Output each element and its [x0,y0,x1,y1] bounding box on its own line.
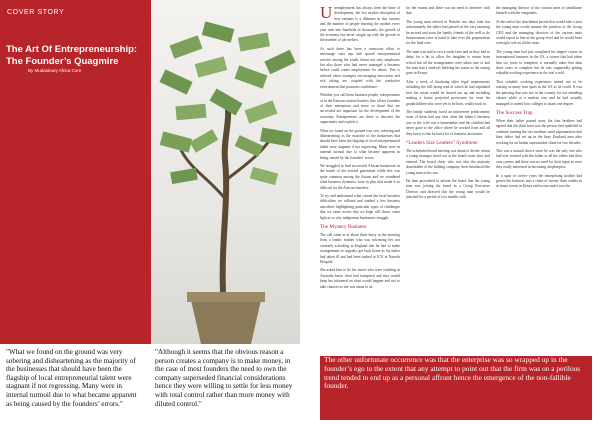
article-column-2 [406,6,490,352]
section-heading: The Mystery Business [320,224,367,231]
paragraph: The call came in at about three thirty in the morning from a frantic mother who was informing her son currently schooling in England that he had to make arrangements to urgently get back home as his father had taken ill and had been rushed to ICU at Nairobi Hospital. [320,233,400,265]
paragraph: He then proceeded to inform the board that the young man was joining the board as a Group Executive Director and directed that the young man would be attached for a period of two months with [406,178,490,200]
pull-quote-right: "Although it seems that the obvious reason a person creates a company is to make money, in the case of most founders the need to own the company superseded financial considerations hence they were willing to settle for less money with total control rather than more money with diluted control." [155,348,293,408]
hero-photo [151,0,300,344]
paragraph: The young man had just completed his degree course in international business in the US, a course that had taken him six years to complete, it normally takes less than three years to complete but he was supposedly getting valuable working experience in the real world. [496,49,582,76]
paragraph: At the end of the attachment period that would take a year the young man would assume the position of the Group CEO and the managing directors of the various units would report to him at the group level and he would have oversight role on all the units. [496,19,582,46]
paragraph: for her exams and there was no need to interfere with that. [406,6,490,16]
title-line-1: The Art Of Entrepreneurship: [6,44,138,55]
paragraph: That valuable working experience turned out to be waiting as many host spots in the US as he could. It was the partying that was not in the country for out attending classes while at a student visa and he had actually managed to attend four colleges to attain one degree. [496,79,582,106]
paragraph: the managing director of the various units to familiarize himself with the companies. [496,6,582,16]
paragraph: What we found on the ground was very sobering and disheartening as the majority of the businesses that should have been the flagship of local entrepreneurial talent were stagnant if not regressing. Many were in internal turmoil due to what became apparent as being caused by the founders’ errors. [320,128,400,160]
paragraph: After a week of finalizing other legal requirements including the will being read in which he had stipulated how his estate would be shared out up and including making a future projected provisions for even his grandchildren who were yet to be born, reality took in. [406,79,490,106]
paragraph: She asked him to let his sisters who were studying in Australia know what had transpired and they would keep her informed on what would happen and not to take chances as she was about to sit [320,268,400,289]
pot-shape [191,300,261,344]
highlight-quote-box: The other unfortunate occurrence was that the enterprise was so wrapped up in the founder’s ego to the extent that any attempt to point out that the firm was on a perilous trend tended to end up as a personal affront hence the emergence of the non-fallible founder. [320,356,592,420]
paragraph: As such there has been a conscious effort to encourage start ups and spread entrepreneurial activity among the youth, hence not only employers but also those who had never managed a business before could create employment for others. This is advised when strategies encouraging innovation and risk taking are coupled with the conducive environment that promotes confidence. [320,46,400,89]
article-column-3 [496,6,582,352]
byline: By Mudasiruuy Africa Core [28,68,82,73]
hero-panel [0,0,151,344]
money-tree-illustration [151,0,300,344]
pot-rim [187,292,265,302]
paragraph: We struggled to find successful African businesses in the hands of the second generation while this was quite common among the Asians and we wondered what business dynamics were in play that made it so difficult for the African founders. [320,163,400,190]
section-heading: “Leaders Size Leaders” Syndrome [406,139,478,146]
paragraph: nemployment has always been the bane of development, the low market absorption of new entrants is a dilemma in this country and the number of people entering the market every year runs into hundreds of thousands; the growth of the economy has never caught up with the growth in the number of job seekers. [320,6,400,43]
paragraph: When their father passed away the four brothers had agreed that the third born was the person best qualified to continue running the two medium sized supermarkets that their father had set up in the busy Eastland area after working for an Indian supermarket chain for two decades. [496,118,582,145]
paragraph: This was a natural choice since he was the only one who had ever worked with the father as all the others had their own careers and there was no need for their input as were they really interested in becoming shopkeepers. [496,148,582,170]
paragraph: Whether you call them business people, entrepreneurs or in the Kenyan context hustlers they all are founders of their enterprises and more so those that are successful are important for the development of the economy. Entrepreneurs are there to discover the opportunity and exploit it. [320,93,400,125]
paragraph: The scheduled board meeting was about to decide whom a young manager hired out at the board room door and entered. The board chair, who was also the majority shareholder of the holding company, then introduced the young man as his son. [406,148,490,175]
title-line-2: The Founder’s Quagmire [6,56,119,67]
article-title [6,44,146,68]
pull-quote-left: "What we found on the ground was very sobering and disheartening as the majority of the businesses that should have been the flagship of local entrepreneurial talent were stagnant if not regressing. Many were in internal turmoil due to what became apparent as being caused by the founders’ errors." [6,348,137,408]
paragraph: The young man arrived in Nairobi two days later but unfortunately the father had passed on the very morning he arrived and soon the family friends of the well to do businessman were at hand to take over the preparations for the final rites. [406,19,490,46]
drop-cap: U [320,3,333,22]
paragraph: In a span of twelve years the enterprising brother had grown the business into a chain of twenty three outlets in as many towns in Kenya and in one outlet was the [496,173,582,189]
section-heading: The Success Trap [496,109,533,116]
paragraph: The man was laid to rest a week later and as they had to delay for a bit to allow the daughter to return from school but all the arrangements were taken care of and the man had a send-off befitting his status as the saying goes in Kenya. [406,49,490,76]
paragraph: To try and understand what caused the local business difficulties we collated and studied a few business anecdotes highlighting particular types of challenges that we came across that we hope will throw some light as to why indigenous businesses struggle. [320,194,400,220]
cover-story-label: COVER STORY [7,9,65,16]
paragraph: The family suddenly faced an unforeseen predicament; none of them had any idea what the father’s business was or the wife was a homemaker and the children had never gone to the office where he worked from and all they knew is that he had a lot of business associates. [406,109,490,136]
